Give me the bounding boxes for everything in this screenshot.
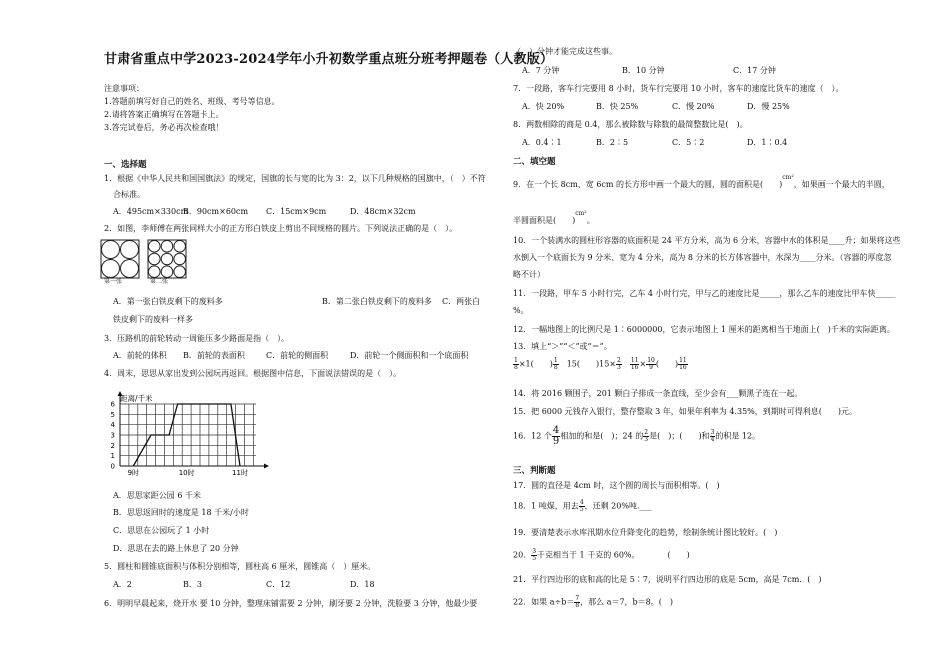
section-heading-choice: 一、选择题 — [104, 160, 147, 170]
q5-option-c[interactable]: C．12 — [266, 580, 291, 589]
frac-num: 4 — [579, 499, 584, 506]
q4-option-b[interactable]: B．思思返回时的速度是 18 千米/小时 — [113, 508, 249, 517]
question-12: 12．一幅地图上的比例尺是 1∶6000000，它表示地图上 1 厘米的距离相当于地面上( )千米的实际距离。 — [513, 325, 895, 334]
y-tick-label: 6 — [110, 400, 115, 409]
q9-line2: 半圆面积是( ) — [513, 216, 576, 225]
q1-option-c[interactable]: C．15cm×9cm — [266, 207, 327, 216]
question-10: 10．一个装满水的圆柱形容器的底面积是 24 平方分米，高为 6 分米，容器中水的体积是____升；如果将这些 — [513, 236, 901, 245]
frac-num: 11 — [679, 357, 687, 364]
x-tick-label: 11时 — [232, 469, 248, 476]
question-10-cont: 水倒入一个底面长为 9 分米、宽为 4 分米，高为 8 分米的长方体容器中，水深为____分米。（容器的厚度忽 — [513, 253, 892, 262]
q13-text: × — [639, 359, 647, 369]
question-16 — [513, 426, 760, 447]
q3-option-a[interactable]: A．前轮的体积 — [113, 351, 167, 360]
q9-text: 9．在一个长 8cm、宽 6cm 的长方形中画一个最大的圆，圆的面积是( ) — [513, 180, 783, 189]
q2-option-c[interactable]: C．两张白 — [442, 297, 481, 306]
question-7: 7．一段路，客车行完要用 8 小时，货车行完要用 10 小时，客车的速度比货车的速度（ ）。 — [513, 84, 844, 93]
q5-option-b[interactable]: B．3 — [183, 580, 202, 589]
q18-text: ，还剩 20%吨.___ — [584, 501, 652, 511]
q1-option-b[interactable]: B．90cm×60cm — [183, 207, 249, 216]
q13-text: 15( )15× — [558, 359, 617, 369]
q9-text-b: ，如果画一个最大的半圆， — [793, 180, 890, 189]
frac-den: 3 — [617, 364, 621, 371]
q4-option-c[interactable]: C．思思在公园玩了 1 小时 — [113, 526, 210, 535]
q2-option-a[interactable]: A．第一张白铁皮剩下的废料多 — [113, 297, 223, 306]
q8-option-c[interactable]: C．5∶2 — [672, 138, 705, 147]
frac-num: 1 — [514, 357, 518, 364]
q2-option-c-cont: 铁皮剩下的废料一样多 — [113, 315, 193, 324]
q1-option-a[interactable]: A．495cm×330cm — [113, 207, 189, 216]
frac-den: 8 — [553, 364, 558, 371]
sheet-two — [148, 240, 186, 278]
q6-option-a[interactable]: A．7 分钟 — [522, 66, 560, 75]
q9-unit-2: cm² — [575, 210, 587, 217]
q18-text: 18．1 吨煤，用去 — [513, 501, 579, 511]
q6-option-b[interactable]: B．10 分钟 — [622, 66, 665, 75]
question-18 — [513, 500, 652, 513]
question-3: 3．压路机的前轮转动一周能压多少路面是指（ ）。 — [104, 334, 290, 343]
question-14: 14．将 2016 颗围子，201 颗白子排成一条直线，至少会有___颗黑子连在一起。 — [513, 389, 803, 398]
q22-text: 22．如果 a÷b＝ — [513, 597, 575, 607]
q1-option-d[interactable]: D．48cm×32cm — [350, 207, 416, 216]
question-20 — [513, 549, 690, 562]
frac-num: 3 — [532, 548, 537, 555]
question-9-cont — [513, 210, 595, 226]
question-10-cont2: 略不计） — [513, 270, 545, 279]
q16-text: 相加的和是( )；24 的 — [560, 431, 644, 441]
question-11: 11．一段路，甲车 5 小时行完，乙车 4 小时行完，甲与乙的速度比是_____，那么乙车的速度比甲车快_____ — [513, 289, 896, 298]
notice-item: 3.答完试卷后，务必再次检查哦！ — [104, 123, 224, 132]
section-heading-judge: 三、判断题 — [513, 466, 556, 476]
q22-text: ，那么 a＝7，b＝8。( ) — [580, 597, 674, 607]
x-axis-arrow — [264, 464, 269, 469]
q4-option-d[interactable]: D．思思在去的路上休息了 20 分钟 — [113, 544, 239, 553]
frac-den: 8 — [514, 364, 518, 371]
frac-num: 2 — [644, 429, 649, 436]
q16-text: 的积是 12。 — [715, 431, 761, 441]
question-1-cont: 合标准。 — [113, 190, 145, 199]
q8-option-a[interactable]: A．0.4∶1 — [522, 138, 562, 147]
y-tick-label: 1 — [110, 452, 115, 461]
q7-option-a[interactable]: A．快 20% — [522, 102, 565, 111]
q13-text: ( ) — [655, 359, 679, 369]
q3-option-b[interactable]: B．前轮的表面积 — [183, 351, 245, 360]
question-1: 1．根据《中华人民共和国国旗法》的规定，国旗的长与宽的比为 3：2，以下几种规格的国旗中，（ ）不符 — [104, 174, 486, 183]
frac-den: 5 — [579, 506, 584, 513]
question-15: 15．把 6000 元钱存入银行，整存整取 3 年，如果年利率为 4.35%，到期时可得利息( )元。 — [513, 407, 857, 416]
figure-label-one: 第一张 — [104, 278, 123, 285]
question-19: 19．要清楚表示水库汛期水位升降变化的趋势，绘制条统计图比较好。( ) — [513, 528, 778, 537]
question-5: 5．圆柱和圆锥底面积与体积分别相等，圆柱高 6 厘米，圆锥高（ ）厘米。 — [104, 562, 376, 571]
question-2: 2．如图，李师傅在两张同样大小的正方形白铁皮上剪出不同规格的圆片。下列说法正确的是（ ）。 — [104, 224, 458, 233]
frac-den: 9 — [552, 436, 560, 447]
sheet-one — [101, 240, 139, 278]
question-6: 6．明明早晨起来，烧开水 要 10 分钟，整理床铺需要 2 分钟，刷牙要 2 分钟，洗脸要 3 分钟，他最少要 — [104, 599, 478, 608]
q3-option-c[interactable]: C．前轮的侧面积 — [266, 351, 329, 360]
frac-den: 5 — [532, 555, 537, 562]
y-tick-label: 2 — [110, 441, 115, 450]
x-tick-label: 9时 — [127, 469, 140, 476]
q9-unit: cm² — [782, 174, 794, 181]
x-tick-label: 10时 — [178, 469, 195, 476]
frac-num: 7 — [575, 595, 580, 602]
chart-x-ticks — [128, 468, 248, 476]
chart-y-ticks — [111, 401, 116, 471]
frac-den: 3 — [644, 436, 649, 443]
frac-den: 9 — [649, 364, 653, 371]
figure-label-two: 第二张 — [150, 278, 169, 285]
q3-option-d[interactable]: D．前轮一个侧面积和一个底面积 — [350, 351, 469, 360]
notice-item: 1.答题前填写好自己的姓名、班级、考号等信息。 — [104, 97, 280, 106]
question-4: 4．周末，思思从家出发到公园玩再返回。根据图中信息，下面说法错误的是（ ）。 — [104, 369, 402, 378]
q20-text: 千克相当于 1 千克的 60%。 ( ) — [537, 550, 690, 560]
page-title: 甘肃省重点中学2023-2024学年小升初数学重点班分班考押题卷（人教版） — [104, 52, 554, 67]
question-17: 17．圆的直径是 4cm 时，这个圆的周长与面积相等。( ) — [513, 481, 720, 490]
q7-option-d[interactable]: D．慢 25% — [747, 102, 790, 111]
y-tick-label: 5 — [110, 410, 115, 419]
frac-num: 11 — [630, 357, 639, 364]
frac-num: 2 — [617, 357, 621, 364]
q20-text: 20． — [513, 550, 532, 560]
notice-heading: 注意事项： — [104, 84, 144, 93]
question-8: 8．两数相除的商是 0.4，那么被除数与除数的最简整数比是( )。 — [513, 120, 748, 129]
frac-num: 1 — [553, 357, 558, 364]
frac-num: 10 — [647, 357, 655, 364]
q16-text: 是( )；( )和 — [649, 431, 710, 441]
q2-option-b[interactable]: B．第二张白铁皮剩下的废料多 — [322, 297, 432, 306]
q13-text — [622, 360, 630, 369]
question-13-items — [513, 358, 688, 371]
frac-den: 8 — [575, 602, 580, 609]
frac-num: 3 — [710, 429, 715, 436]
question-6-cont: （ ）分钟才能完成这些事。 — [513, 47, 617, 56]
frac-den: 16 — [679, 364, 687, 371]
q7-option-b[interactable]: B．快 25% — [596, 102, 639, 111]
q8-option-b[interactable]: B．2∶5 — [596, 138, 629, 147]
y-tick-label: 0 — [110, 462, 115, 471]
q13-text: ×1( ) — [518, 359, 553, 369]
section-heading-fill: 二、填空题 — [513, 157, 556, 167]
q9-line2b: 。 — [586, 216, 595, 225]
q5-option-d[interactable]: D．18 — [350, 580, 375, 589]
frac-num: 4 — [552, 425, 560, 436]
q4-option-a[interactable]: A．思思家距公园 6 千米 — [113, 491, 201, 500]
question-22 — [513, 596, 673, 609]
question-21: 21．平行四边形的底和高的比是 5∶7，说明平行四边形的底是 5cm，高是 7cm．( ) — [513, 575, 822, 584]
q8-option-d[interactable]: D．1∶0.4 — [747, 138, 788, 147]
frac-den: 16 — [630, 364, 639, 371]
question-13: 13．填上“＞”“＜”或“＝”。 — [513, 342, 612, 351]
y-tick-label: 3 — [110, 431, 115, 440]
q6-option-c[interactable]: C．17 分钟 — [733, 66, 776, 75]
q16-text: 16．12 个 — [513, 431, 552, 441]
question-9 — [513, 174, 890, 190]
question-11-cont: %。 — [513, 306, 529, 315]
notice-item: 2.请将答案正确填写在答题卡上。 — [104, 110, 224, 119]
y-tick-label: 4 — [110, 421, 115, 430]
frac-den: 4 — [710, 436, 715, 443]
distance-time-chart — [98, 384, 270, 476]
chart-title: 距离/千米 — [120, 394, 153, 403]
q7-option-c[interactable]: C．慢 20% — [672, 102, 715, 111]
q5-option-a[interactable]: A．2 — [113, 580, 132, 589]
